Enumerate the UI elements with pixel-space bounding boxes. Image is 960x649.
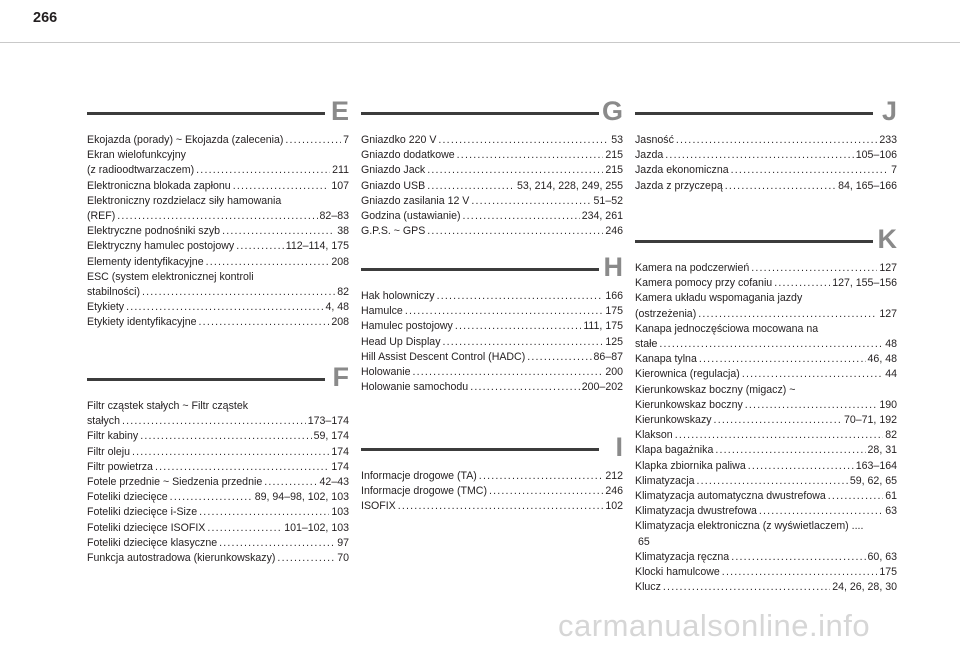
index-term: Klimatyzacja — [635, 474, 695, 487]
index-entry — [87, 209, 349, 224]
leader-dots — [236, 239, 284, 254]
index-entries — [87, 399, 349, 566]
index-term: Foteliki dziecięce i-Size — [87, 506, 198, 519]
index-pages: 163–164 — [855, 459, 897, 472]
index-entry — [87, 315, 349, 330]
index-pages: 173–174 — [307, 415, 349, 428]
index-entry — [361, 289, 623, 304]
index-term: Klimatyzacja elektroniczna (z wyświetlaczem) — [635, 520, 849, 533]
index-term: Kanapa tylna — [635, 353, 697, 366]
index-entry — [635, 398, 897, 413]
section-rule — [635, 112, 873, 115]
leader-dots — [132, 445, 329, 460]
index-term: Foteliki dziecięce klasyczne — [87, 536, 218, 549]
leader-dots — [412, 365, 603, 380]
index-pages: 7 — [891, 164, 897, 177]
index-entry — [87, 460, 349, 475]
index-term: Klimatyzacja ręczna — [635, 550, 730, 563]
index-pages: 4, 48 — [325, 301, 349, 314]
section-letter: F — [332, 362, 349, 392]
index-section-i — [361, 434, 623, 515]
index-entry — [635, 474, 897, 489]
index-entries — [87, 133, 349, 331]
index-entry — [635, 261, 897, 276]
index-entries — [361, 133, 623, 239]
index-entry — [361, 484, 623, 499]
index-pages: 84, 165–166 — [838, 179, 897, 192]
leader-dots — [457, 148, 604, 163]
index-term: Jazda z przyczepą — [635, 179, 723, 192]
leader-dots — [751, 261, 877, 276]
leader-dots — [748, 459, 854, 474]
leader-dots — [285, 133, 341, 148]
index-pages: 233 — [879, 134, 897, 146]
index-term: stabilności) — [87, 286, 140, 299]
leader-dots — [731, 550, 865, 565]
index-term: Godzina (ustawianie) — [361, 210, 461, 223]
leader-dots — [264, 475, 317, 490]
index-pages: 111, 175 — [583, 320, 623, 333]
index-pages: 97 — [337, 536, 349, 549]
index-pages: 70 — [337, 552, 349, 565]
leader-dots — [774, 276, 830, 291]
index-term: ISOFIX — [361, 500, 396, 513]
index-pages: 246 — [605, 225, 623, 238]
index-section-g — [361, 98, 623, 239]
index-pages: 70–71, 192 — [843, 414, 897, 427]
leader-dots — [117, 209, 317, 224]
section-letter: K — [877, 224, 897, 254]
index-entry-continuation: Filtr cząstek stałych ~ Filtr cząstek — [87, 400, 249, 412]
index-term: stałe — [635, 338, 658, 351]
index-term: Gniazdo dodatkowe — [361, 149, 455, 162]
section-rule — [635, 240, 873, 243]
index-pages: 59, 62, 65 — [849, 474, 897, 487]
index-pages: 86–87 — [593, 350, 623, 363]
index-entry — [87, 429, 349, 444]
index-entry — [635, 519, 897, 534]
index-pages: 208 — [331, 316, 349, 329]
section-letter: I — [615, 432, 623, 462]
index-pages: 211 — [332, 164, 349, 177]
index-entry — [635, 133, 897, 148]
leader-dots — [219, 536, 335, 551]
index-pages: 82 — [337, 286, 349, 299]
index-term: Holowanie — [361, 366, 411, 379]
leader-dots — [731, 163, 889, 178]
index-term: Klapka zbiornika paliwa — [635, 459, 746, 472]
leader-dots — [142, 285, 335, 300]
index-term: Klimatyzacja dwustrefowa — [635, 505, 757, 518]
index-pages: 53 — [611, 134, 623, 146]
index-pages: 127, 155–156 — [832, 277, 897, 290]
watermark: carmanualsonline.info — [558, 608, 871, 643]
index-entries — [361, 289, 623, 395]
leader-dots — [437, 289, 604, 304]
section-rule — [87, 112, 325, 115]
index-entry — [361, 209, 623, 224]
section-letter: J — [881, 96, 897, 126]
section-header — [361, 254, 623, 282]
index-term: Fotele przednie ~ Siedzenia przednie — [87, 476, 263, 489]
index-entry — [87, 133, 349, 148]
index-pages: 82–83 — [319, 210, 349, 223]
index-term: Elektryczne podnośniki szyb — [87, 225, 221, 238]
index-term: Informacje drogowe (TMC) — [361, 485, 487, 498]
index-term: (z radioodtwarzaczem) — [87, 164, 195, 177]
index-pages: 215 — [605, 149, 623, 162]
index-entry — [635, 443, 897, 458]
index-term: Foteliki dziecięce ISOFIX — [87, 521, 206, 534]
index-pages: 208 — [331, 255, 349, 268]
index-term: Kierunkowskazy — [635, 414, 712, 427]
index-term: Hamulec postojowy — [361, 320, 453, 333]
leader-dots — [725, 179, 836, 194]
index-pages: 127 — [879, 262, 897, 274]
index-pages: 125 — [605, 335, 623, 348]
leader-dots — [438, 133, 609, 148]
index-entry — [635, 179, 897, 194]
index-pages: 48 — [885, 338, 897, 351]
leader-dots — [714, 413, 842, 428]
index-term: Klimatyzacja automatyczna dwustrefowa — [635, 490, 826, 503]
index-pages: 175 — [879, 566, 897, 579]
index-pages: 59, 174 — [313, 430, 349, 443]
index-term: Elektryczny hamulec postojowy — [87, 240, 235, 253]
leader-dots — [675, 428, 884, 443]
index-term: Etykiety — [87, 301, 125, 314]
index-entry — [635, 550, 897, 565]
index-entry — [87, 445, 349, 460]
leader-dots — [170, 490, 253, 505]
leader-dots — [489, 484, 603, 499]
section-header — [361, 434, 623, 462]
index-pages: 60, 63 — [867, 550, 897, 563]
index-term: Holowanie samochodu — [361, 381, 469, 394]
index-term: Klapa bagażnika — [635, 444, 714, 457]
index-term: Gniazdko 220 V — [361, 134, 437, 146]
leader-dots — [828, 489, 883, 504]
leader-dots — [745, 398, 878, 413]
index-term: Filtr kabiny — [87, 430, 139, 443]
leader-dots — [398, 499, 604, 514]
index-entry — [361, 319, 623, 334]
index-term: Kamera pomocy przy cofaniu — [635, 277, 773, 290]
index-pages: 82 — [885, 429, 897, 442]
leader-dots — [455, 319, 581, 334]
index-term: Gniazdo zasilania 12 V — [361, 194, 470, 207]
index-entry — [87, 285, 349, 300]
index-section-k — [635, 226, 897, 595]
index-term: Elementy identyfikacyjne — [87, 255, 204, 268]
index-entry-continuation: Kierunkowskaz boczny (migacz) ~ — [635, 383, 796, 396]
index-pages: 200 — [605, 366, 623, 379]
index-pages: 212 — [605, 470, 623, 482]
index-section-j — [635, 98, 897, 194]
index-entry — [635, 413, 897, 428]
leader-dots — [222, 224, 335, 239]
index-entry — [635, 307, 897, 322]
index-term: Kamera na podczerwień — [635, 262, 750, 274]
index-term: stałych — [87, 415, 120, 428]
index-entry — [361, 380, 623, 395]
index-pages: 89, 94–98, 102, 103 — [254, 491, 349, 504]
index-pages: 101–102, 103 — [284, 521, 349, 534]
index-pages: 7 — [343, 134, 349, 146]
section-header — [87, 98, 349, 126]
index-entry-continuation: Ekran wielofunkcyjny — [87, 149, 186, 162]
index-entry-continuation: ESC (system elektronicznej kontroli — [87, 270, 254, 283]
index-entry — [635, 459, 897, 474]
index-term: Filtr oleju — [87, 445, 130, 458]
index-entry-continuation: Kanapa jednoczęściowa mocowana na — [635, 322, 819, 335]
index-pages: 51–52 — [593, 194, 623, 207]
section-rule — [361, 268, 599, 271]
leader-dots — [140, 429, 311, 444]
index-entry — [361, 350, 623, 365]
leader-dots — [699, 352, 866, 367]
index-entry — [361, 133, 623, 148]
index-term: Etykiety identyfikacyjne — [87, 316, 197, 329]
index-entry — [361, 499, 623, 514]
section-header — [87, 364, 349, 392]
leader-dots — [471, 194, 591, 209]
index-entry — [87, 414, 349, 429]
index-entry — [635, 367, 897, 382]
index-pages: 215 — [605, 164, 623, 177]
leader-dots — [696, 474, 847, 489]
index-term: G.P.S. ~ GPS — [361, 225, 426, 238]
leader-dots — [427, 163, 603, 178]
index-entry — [87, 300, 349, 315]
leader-dots — [698, 307, 877, 322]
index-term: Kierunkowskaz boczny — [635, 398, 743, 411]
index-term: Klakson — [635, 429, 673, 442]
leader-dots — [126, 300, 323, 315]
index-pages: 127 — [879, 307, 897, 320]
index-term: (ostrzeżenia) — [635, 307, 697, 320]
index-pages: 112–114, 175 — [285, 240, 349, 253]
index-term: Kierownica (regulacja) — [635, 368, 740, 381]
index-pages: 174 — [331, 445, 349, 458]
index-term: Hamulce — [361, 305, 403, 318]
index-pages: 61 — [885, 490, 897, 503]
leader-dots — [196, 163, 330, 178]
leader-dots — [122, 414, 306, 429]
index-section-f — [87, 364, 349, 566]
index-term: Gniazdo Jack — [361, 164, 426, 177]
index-entry — [635, 337, 897, 352]
index-pages: 234, 261 — [581, 210, 623, 223]
index-term: Ekojazda (porady) ~ Ekojazda (zalecenia) — [87, 134, 284, 146]
leader-dots — [479, 469, 604, 484]
index-entry — [635, 163, 897, 178]
section-header — [635, 226, 897, 254]
leader-dots — [199, 505, 329, 520]
index-pages: 102 — [605, 500, 623, 513]
index-entry — [87, 490, 349, 505]
index-entry — [87, 163, 349, 178]
index-entry-continuation: Elektroniczny rozdzielacz siły hamowania — [87, 194, 282, 207]
index-entry — [87, 505, 349, 520]
section-header — [361, 98, 623, 126]
index-entry — [635, 428, 897, 443]
index-entry — [87, 536, 349, 551]
leader-dots — [199, 315, 330, 330]
leader-dots — [676, 133, 877, 148]
index-entry — [635, 565, 897, 580]
index-pages: 103 — [331, 506, 349, 519]
leader-dots: .... — [848, 520, 864, 533]
index-entries — [635, 261, 897, 595]
index-entry — [361, 335, 623, 350]
leader-dots — [665, 148, 853, 163]
leader-dots — [742, 367, 883, 382]
index-pages: 190 — [879, 398, 897, 411]
index-entry — [87, 551, 349, 566]
section-header — [635, 98, 897, 126]
index-entry — [361, 148, 623, 163]
section-letter: G — [601, 96, 623, 126]
index-pages: 166 — [605, 290, 623, 302]
index-pages: 107 — [331, 179, 349, 192]
index-term: Elektroniczna blokada zapłonu — [87, 179, 231, 192]
index-entry — [361, 163, 623, 178]
index-section-e — [87, 98, 349, 331]
index-pages: 65 — [638, 535, 650, 548]
leader-dots — [659, 337, 883, 352]
index-entry — [87, 224, 349, 239]
index-term: (REF) — [87, 210, 116, 223]
index-pages: 42–43 — [319, 476, 349, 489]
index-term: Hill Assist Descent Control (HADC) — [361, 350, 526, 363]
index-entry — [361, 224, 623, 239]
index-entry — [361, 179, 623, 194]
index-term: Head Up Display — [361, 335, 441, 348]
leader-dots — [715, 443, 865, 458]
page-number: 266 — [33, 10, 58, 26]
index-entry — [361, 365, 623, 380]
index-pages: 38 — [337, 225, 349, 238]
index-term: Jasność — [635, 134, 674, 146]
leader-dots — [277, 551, 335, 566]
leader-dots — [206, 255, 330, 270]
index-entry — [361, 469, 623, 484]
index-pages: 46, 48 — [867, 353, 897, 366]
index-entries — [635, 133, 897, 194]
index-pages: 246 — [605, 485, 623, 498]
section-letter: H — [603, 252, 623, 282]
index-entry — [87, 179, 349, 194]
index-entry — [635, 580, 897, 595]
index-term: Filtr powietrza — [87, 460, 153, 473]
index-entry — [87, 475, 349, 490]
index-term: Informacje drogowe (TA) — [361, 470, 477, 482]
index-pages: 200–202 — [581, 381, 623, 394]
leader-dots — [663, 580, 830, 595]
index-pages: 24, 26, 28, 30 — [832, 581, 897, 594]
leader-dots — [443, 335, 604, 350]
index-pages: 28, 31 — [867, 444, 897, 457]
section-rule — [361, 112, 599, 115]
index-term: Jazda — [635, 149, 664, 162]
leader-dots — [463, 209, 580, 224]
index-term: Klocki hamulcowe — [635, 566, 720, 579]
index-entry-continuation: Kamera układu wspomagania jazdy — [635, 292, 803, 305]
leader-dots — [427, 179, 515, 194]
index-term: Jazda ekonomiczna — [635, 164, 729, 177]
leader-dots — [427, 224, 603, 239]
leader-dots — [759, 504, 883, 519]
index-entry — [635, 504, 897, 519]
index-section-h — [361, 254, 623, 395]
index-pages: 44 — [885, 368, 897, 381]
leader-dots — [470, 380, 580, 395]
index-pages: 63 — [885, 505, 897, 518]
index-term: Foteliki dziecięce — [87, 491, 168, 504]
index-term: Hak holowniczy — [361, 290, 435, 302]
index-entry — [635, 352, 897, 367]
index-term: Gniazdo USB — [361, 179, 426, 192]
leader-dots — [527, 350, 591, 365]
leader-dots — [207, 521, 282, 536]
index-term: Klucz — [635, 581, 661, 594]
leader-dots — [405, 304, 604, 319]
header-rule — [0, 42, 960, 43]
index-entries — [361, 469, 623, 515]
leader-dots — [233, 179, 330, 194]
leader-dots — [155, 460, 329, 475]
index-entry — [635, 489, 897, 504]
index-pages: 175 — [605, 305, 623, 318]
leader-dots — [722, 565, 878, 580]
index-pages: 174 — [331, 460, 349, 473]
section-rule — [361, 448, 599, 451]
section-letter: E — [330, 96, 349, 126]
index-entry — [87, 239, 349, 254]
index-pages: 105–106 — [855, 149, 897, 162]
index-pages: 53, 214, 228, 249, 255 — [516, 179, 623, 192]
index-entry — [635, 148, 897, 163]
index-entry — [635, 276, 897, 291]
index-term: Funkcja autostradowa (kierunkowskazy) — [87, 552, 276, 565]
index-entry — [87, 521, 349, 536]
index-entry — [361, 304, 623, 319]
index-entry — [87, 255, 349, 270]
section-rule — [87, 378, 325, 381]
index-entry — [361, 194, 623, 209]
